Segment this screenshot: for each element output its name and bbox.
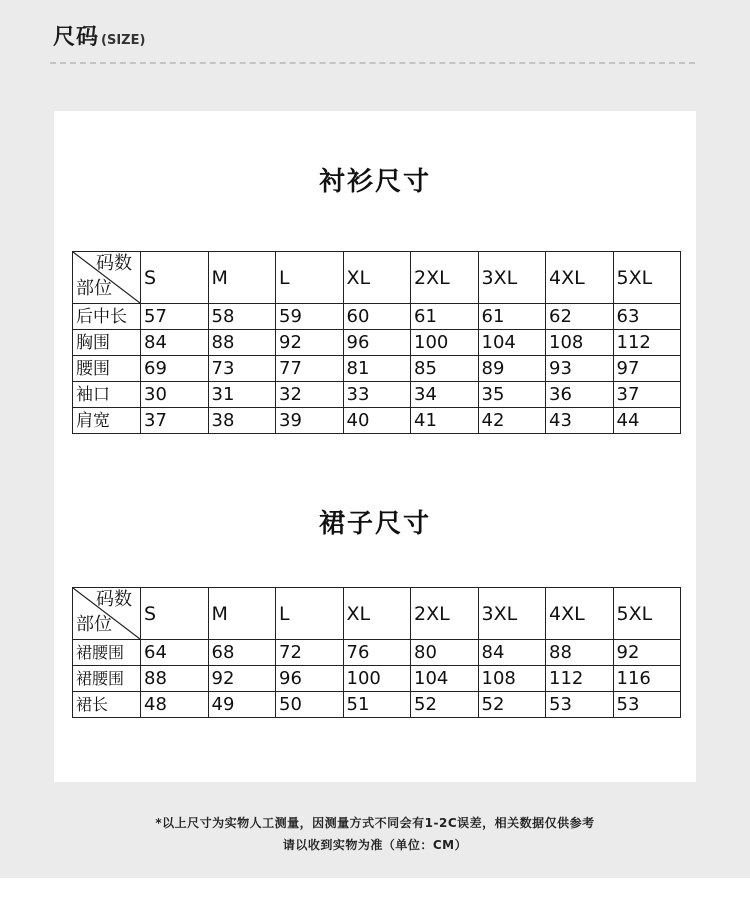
table-cell: 53 — [613, 692, 681, 718]
size-header: 4XL — [546, 252, 614, 304]
table-cell: 80 — [411, 640, 479, 666]
table-cell: 61 — [411, 304, 479, 330]
table-cell: 61 — [478, 304, 546, 330]
row-label: 腰围 — [73, 356, 141, 382]
table-cell: 88 — [141, 666, 209, 692]
table-cell: 77 — [276, 356, 344, 382]
table-cell: 59 — [276, 304, 344, 330]
table-cell: 84 — [478, 640, 546, 666]
table-cell: 52 — [478, 692, 546, 718]
bottom-band — [0, 878, 750, 922]
skirt-size-title: 裙子尺寸 — [318, 509, 431, 539]
table-cell: 41 — [411, 408, 479, 434]
table-cell: 73 — [208, 356, 276, 382]
table-cell: 50 — [276, 692, 344, 718]
size-header: M — [208, 252, 276, 304]
page-header — [53, 20, 145, 51]
row-label: 裙长 — [73, 692, 141, 718]
table-cell: 49 — [208, 692, 276, 718]
table-cell: 38 — [208, 408, 276, 434]
table-cell: 96 — [276, 666, 344, 692]
table-row — [73, 640, 681, 666]
size-header: M — [208, 588, 276, 640]
table-row — [73, 666, 681, 692]
table-cell: 62 — [546, 304, 614, 330]
table-cell: 72 — [276, 640, 344, 666]
table-cell: 84 — [141, 330, 209, 356]
size-header: 3XL — [478, 252, 546, 304]
table-cell: 104 — [411, 666, 479, 692]
footnote-unit: 请以收到实物为准（单位：CM） — [282, 838, 468, 852]
table-cell: 53 — [546, 692, 614, 718]
table-cell: 31 — [208, 382, 276, 408]
table-cell: 92 — [613, 640, 681, 666]
row-label: 裙腰围 — [73, 640, 141, 666]
table-row — [73, 356, 681, 382]
size-header: XL — [343, 588, 411, 640]
table-cell: 100 — [343, 666, 411, 692]
table-cell: 42 — [478, 408, 546, 434]
size-header: S — [141, 588, 209, 640]
table-cell: 43 — [546, 408, 614, 434]
table-cell: 34 — [411, 382, 479, 408]
table-cell: 44 — [613, 408, 681, 434]
header-row — [73, 252, 681, 304]
table-cell: 76 — [343, 640, 411, 666]
header-row — [73, 588, 681, 640]
table-cell: 89 — [478, 356, 546, 382]
size-header: 2XL — [411, 252, 479, 304]
shirt-size-title: 衬衫尺寸 — [318, 167, 431, 197]
table-cell: 108 — [546, 330, 614, 356]
table-cell: 58 — [208, 304, 276, 330]
size-header: L — [276, 588, 344, 640]
table-cell: 36 — [546, 382, 614, 408]
table-row — [73, 692, 681, 718]
corner-cell — [73, 588, 141, 640]
table-cell: 33 — [343, 382, 411, 408]
table-cell: 40 — [343, 408, 411, 434]
table-row — [73, 330, 681, 356]
table-cell: 100 — [411, 330, 479, 356]
corner-label-part: 部位 — [76, 278, 112, 299]
table-cell: 37 — [141, 408, 209, 434]
corner-cell — [73, 252, 141, 304]
corner-label-size: 码数 — [96, 589, 132, 610]
table-cell: 37 — [613, 382, 681, 408]
size-header: 4XL — [546, 588, 614, 640]
table-cell: 81 — [343, 356, 411, 382]
table-cell: 88 — [208, 330, 276, 356]
footnote-disclaimer: *以上尺寸为实物人工测量，因测量方式不同会有1-2C误差，相关数据仅供参考 — [155, 816, 595, 830]
size-header: 5XL — [613, 252, 681, 304]
table-cell: 35 — [478, 382, 546, 408]
table-cell: 64 — [141, 640, 209, 666]
table-cell: 68 — [208, 640, 276, 666]
page-subtitle: (SIZE) — [101, 33, 146, 48]
row-label: 肩宽 — [73, 408, 141, 434]
table-cell: 112 — [613, 330, 681, 356]
table-cell: 88 — [546, 640, 614, 666]
size-header: 3XL — [478, 588, 546, 640]
size-header: XL — [343, 252, 411, 304]
table-cell: 92 — [208, 666, 276, 692]
table-cell: 104 — [478, 330, 546, 356]
page-title: 尺码 — [53, 25, 100, 50]
size-header: L — [276, 252, 344, 304]
size-header: 2XL — [411, 588, 479, 640]
table-row — [73, 304, 681, 330]
table-cell: 32 — [276, 382, 344, 408]
table-cell: 30 — [141, 382, 209, 408]
table-cell: 52 — [411, 692, 479, 718]
table-cell: 51 — [343, 692, 411, 718]
table-row — [73, 408, 681, 434]
table-cell: 116 — [613, 666, 681, 692]
table-cell: 108 — [478, 666, 546, 692]
table-cell: 85 — [411, 356, 479, 382]
table-cell: 60 — [343, 304, 411, 330]
corner-label-size: 码数 — [96, 253, 132, 274]
table-cell: 69 — [141, 356, 209, 382]
shirt-size-table — [72, 251, 681, 434]
row-label: 袖口 — [73, 382, 141, 408]
row-label: 后中长 — [73, 304, 141, 330]
table-row — [73, 382, 681, 408]
table-cell: 63 — [613, 304, 681, 330]
table-cell: 112 — [546, 666, 614, 692]
table-cell: 93 — [546, 356, 614, 382]
table-cell: 48 — [141, 692, 209, 718]
table-cell: 96 — [343, 330, 411, 356]
dashed-divider — [50, 62, 695, 64]
table-cell: 39 — [276, 408, 344, 434]
table-cell: 92 — [276, 330, 344, 356]
skirt-size-table — [72, 587, 681, 718]
row-label: 裙腰围 — [73, 666, 141, 692]
size-header: 5XL — [613, 588, 681, 640]
table-cell: 57 — [141, 304, 209, 330]
row-label: 胸围 — [73, 330, 141, 356]
size-header: S — [141, 252, 209, 304]
size-chart-panel — [54, 111, 696, 782]
table-cell: 97 — [613, 356, 681, 382]
corner-label-part: 部位 — [76, 614, 112, 635]
